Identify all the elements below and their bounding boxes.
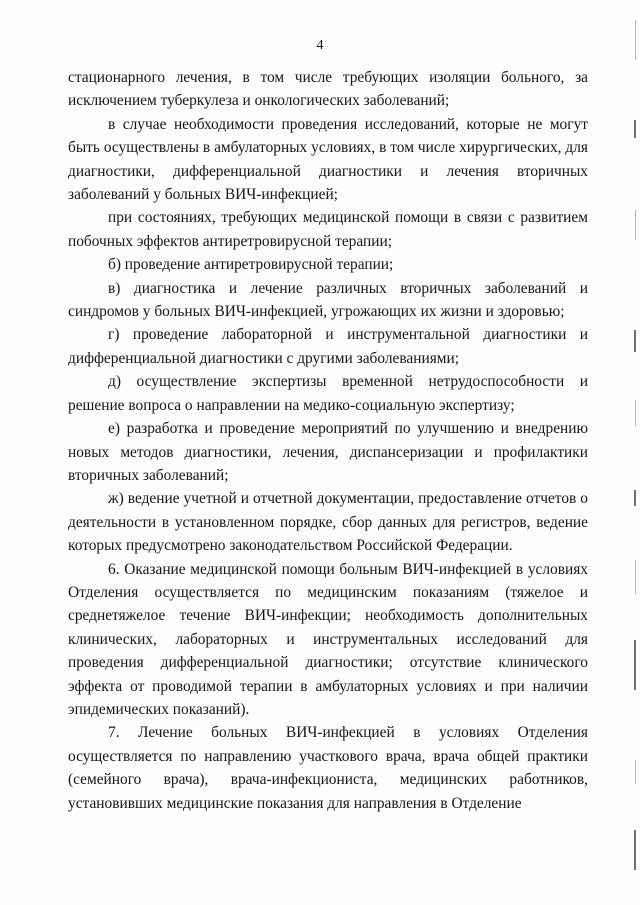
document-body: [68, 66, 588, 815]
page-number: 4: [316, 38, 324, 53]
paragraph-item-d: д) осуществление экспертизы временной нетрудоспособности и решение вопроса о направлении на медико-социальную экспертизу;: [68, 373, 588, 414]
paragraph-item-g: г) проведение лабораторной и инструментальной диагностики и дифференциальной диагностики с другими заболеваниями;: [68, 326, 588, 367]
paragraph-item-b: б) проведение антиретровирусной терапии;: [108, 256, 394, 274]
paragraph-section-7: 7. Лечение больных ВИЧ-инфекцией в условиях Отделения осуществляется по направлению участкового врача, врача общей практики (семейного врача), врача-инфекциониста, медицинских работников, установивших медицинские показания для направления в Отделение: [68, 724, 588, 812]
paragraph-outpatient-impossible: в случае необходимости проведения исследований, которые не могут быть осуществлены в амбулаторных условиях, в том числе хирургических, для диагностики, дифференциальной диагностики и лечения вторичных заболеваний у больных ВИЧ-инфекцией;: [68, 115, 588, 204]
paragraph-inpatient-isolation: стационарного лечения, в том числе требующих изоляции больного, за исключением туберкулеза и онкологических заболеваний;: [68, 69, 588, 110]
scan-edge-marks: [630, 0, 636, 905]
paragraph-item-v: в) диагностика и лечение различных вторичных заболеваний и синдромов у больных ВИЧ-инфекцией, угрожающих их жизни и здоровью;: [68, 279, 588, 321]
paragraph-section-6: 6. Оказание медицинской помощи больным ВИЧ-инфекцией в условиях Отделения осуществляется по медицинским показаниям (тяжелое и среднетяжелое течение ВИЧ-инфекции; необходимость дополнительных клинических, лабораторных и инструментальных исследований для проведения дифференциальной диагностики; отсутствие клинического эффекта от проводимой терапии в амбулаторных условиях и при наличии эпидемических показаний).: [68, 560, 588, 718]
paragraph-item-e: е) разработка и проведение мероприятий по улучшению и внедрению новых методов диагностики, лечения, диспансеризации и профилактики вторичных заболеваний;: [68, 420, 588, 484]
paragraph-side-effects: при состояниях, требующих медицинской помощи в связи с развитием побочных эффектов антиретровирусной терапии;: [68, 209, 588, 250]
paragraph-item-zh: ж) ведение учетной и отчетной документации, предоставление отчетов о деятельности в установленном порядке, сбор данных для регистров, ведение которых предусмотрено законодательством Российской Федерации.: [68, 490, 588, 555]
